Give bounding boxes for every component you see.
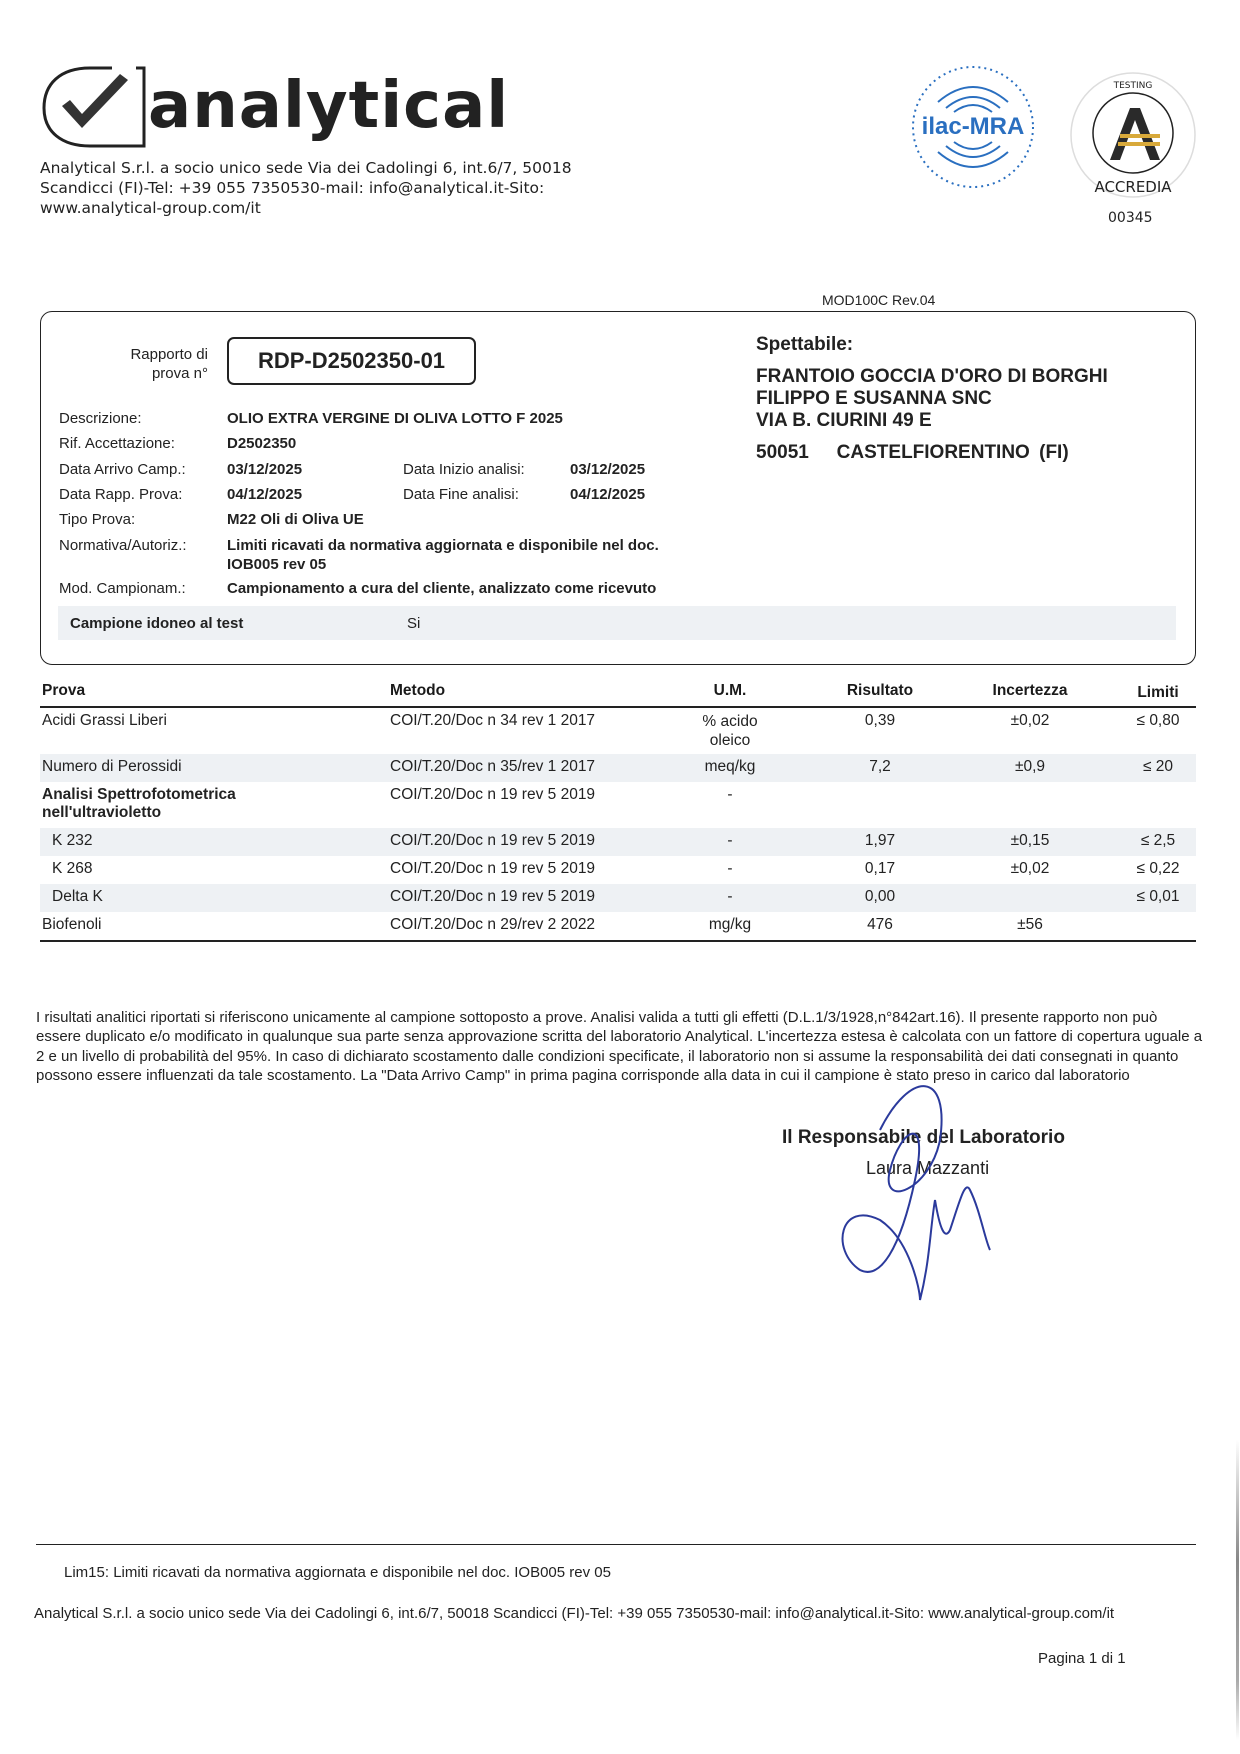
signatory-title: Il Responsabile del Laboratorio [782,1127,1065,1148]
cell-prova: Numero di Perossidi [42,758,182,775]
normativa-value-line2: IOB005 rev 05 [227,556,327,573]
cell-metodo: COI/T.20/Doc n 19 rev 5 2019 [390,860,596,877]
header-um: U.M. [713,682,747,699]
cell-prova [42,786,372,822]
data-fine-value: 04/12/2025 [570,486,646,503]
normativa-value-line1: Limiti ricavati da normativa aggiornata e disponibile nel doc. [227,537,659,554]
ilac-mra-logo-icon [908,62,1038,192]
descrizione-value: OLIO EXTRA VERGINE DI OLIVA LOTTO F 2025 [227,410,563,427]
header-metodo: Metodo [390,682,446,699]
tipo-prova-value: M22 Oli di Oliva UE [227,511,364,528]
campione-idoneo-value: Si [407,615,421,632]
data-inizio-label: Data Inizio analisi: [403,461,525,478]
data-rapp-label: Data Rapp. Prova: [59,486,183,503]
limits-note: Lim15: Limiti ricavati da normativa aggiornata e disponibile nel doc. IOB005 rev 05 [64,1564,611,1581]
cell-limiti: ≤ 0,22 [1136,860,1180,877]
cell-incertezza: ±0,02 [1010,860,1050,877]
accreditation-number: 00345 [1108,210,1153,226]
footer-divider [36,1544,1196,1545]
cell-um: - [727,832,733,849]
rif-accettazione-label: Rif. Accettazione: [59,435,175,452]
normativa-label: Normativa/Autoriz.: [59,537,187,554]
header-risultato: Risultato [846,682,914,699]
recipient-name-line1: FRANTOIO GOCCIA D'ORO DI BORGHI [756,366,1108,387]
cell-metodo: COI/T.20/Doc n 35/rev 1 2017 [390,758,596,775]
cell-metodo: COI/T.20/Doc n 29/rev 2 2022 [390,916,596,933]
cell-metodo: COI/T.20/Doc n 19 rev 5 2019 [390,888,596,905]
footer-company-address: Analytical S.r.l. a socio unico sede Via dei Cadolingi 6, int.6/7, 50018 Scandicci (FI)-Tel: +39 055 7350530-mail: info@analytical.it-Sito: www.analytical-group.com/it [34,1605,1115,1622]
analytical-logo [40,62,510,152]
header-prova: Prova [42,682,86,699]
accredia-testing-text: TESTING [1113,81,1153,91]
descrizione-label: Descrizione: [59,410,142,427]
cell-limiti: ≤ 20 [1142,758,1174,775]
cell-incertezza: ±56 [1017,916,1043,933]
cell-prova: K 268 [52,860,93,877]
table-row [40,754,1196,782]
recipient-street: VIA B. CIURINI 49 E [756,410,932,431]
campionamento-label: Mod. Campionam.: [59,580,186,597]
accredia-name-text: ACCREDIA [1094,178,1172,196]
recipient-title: Spettabile: [756,334,854,355]
cell-um: meq/kg [704,758,756,775]
table-header [40,680,1196,708]
data-inizio-value: 03/12/2025 [570,461,646,478]
cell-limiti: ≤ 0,80 [1136,712,1180,729]
cell-risultato: 1,97 [864,832,896,849]
cell-um: - [727,860,733,877]
header-limiti: Limiti [1137,684,1179,701]
handwritten-signature-icon [820,1080,1040,1310]
table-row [40,708,1196,754]
checkmark-logo-icon [40,62,150,150]
cell-um: mg/kg [708,916,752,933]
cell-um: - [727,888,733,905]
cell-um-line2: oleico [709,732,751,749]
campione-idoneo-label: Campione idoneo al test [70,615,244,632]
data-arrivo-label: Data Arrivo Camp.: [59,461,186,478]
cell-prova-line1: Analisi Spettrofotometrica [42,786,236,803]
cell-risultato: 476 [867,916,893,933]
recipient-city: 50051 CASTELFIORENTINO (FI) [756,442,1069,463]
cell-metodo: COI/T.20/Doc n 19 rev 5 2019 [390,786,596,803]
cell-limiti: ≤ 2,5 [1140,832,1176,849]
company-address: Analytical S.r.l. a socio unico sede Via dei Cadolingi 6, int.6/7, 50018 Scandicci (FI)-Tel: +39 055 7350530-mail: info@analytical.it-Sito: www.analytical-group.com/it [40,159,572,217]
table-row [40,828,1196,856]
data-rapp-value: 04/12/2025 [227,486,303,503]
accredia-logo-icon [1068,70,1198,200]
table-row [40,912,1196,942]
recipient-block [756,333,1186,464]
form-code: MOD100C Rev.04 [822,292,936,308]
cell-prova: Acidi Grassi Liberi [42,712,167,729]
cell-prova-line2: nell'ultravioletto [42,804,162,821]
cell-um [680,712,780,750]
report-number-label: Rapporto di prova n° [130,346,208,382]
brand-name: analytical [148,69,510,143]
cell-metodo: COI/T.20/Doc n 19 rev 5 2019 [390,832,596,849]
tipo-prova-label: Tipo Prova: [59,511,136,528]
data-arrivo-value: 03/12/2025 [227,461,303,478]
table-row [40,856,1196,884]
campionamento-value: Campionamento a cura del cliente, analizzato come ricevuto [227,580,657,597]
cell-risultato: 0,00 [864,888,896,905]
cell-um-line1: % acido [702,713,758,730]
scan-edge-shadow [1236,1440,1239,1740]
cell-risultato: 0,17 [864,860,896,877]
rif-accettazione-value: D2502350 [227,435,297,452]
table-row [40,782,1196,828]
header-incertezza: Incertezza [992,682,1068,699]
cell-incertezza: ±0,9 [1014,758,1046,775]
ilac-text: ilac-MRA [921,113,1025,140]
cell-risultato: 7,2 [869,758,891,775]
cell-prova: Biofenoli [42,916,102,933]
cell-prova: Delta K [52,888,103,905]
cell-metodo: COI/T.20/Doc n 34 rev 1 2017 [390,712,596,729]
results-table [40,680,1196,942]
data-fine-label: Data Fine analisi: [403,486,519,503]
page-number: Pagina 1 di 1 [1038,1650,1126,1667]
cell-incertezza: ±0,02 [1010,712,1050,729]
signatory-name: Laura Mazzanti [866,1158,990,1178]
cell-um: - [727,786,733,803]
recipient-name-line2: FILIPPO E SUSANNA SNC [756,388,992,409]
cell-incertezza: ±0,15 [1010,832,1050,849]
report-number: RDP-D2502350-01 [227,337,476,385]
cell-risultato: 0,39 [864,712,896,729]
disclaimer-text: I risultati analitici riportati si riferiscono unicamente al campione sottoposto a prove. Analisi valida a tutti gli effetti (D.L.1/3/1928,n°842art.16). Il presente rapporto non può essere duplicato e/o modificato in qualunque sua parte senza approvazione scritta del laboratorio Analytical. L'incertezza estesa è calcolata con un fattore di copertura uguale a 2 e un livello di probabilità del 95%. In caso di dichiarato scostamento dalle condizioni specificate, il laboratorio non si assume la responsabilità dei dati consegnati in quanto possono essere influenzati da tale scostamento. La "Data Arrivo Camp" in prima pagina corrisponde alla data in cui il campione è stato preso in carico dal laboratorio [36,1009,1203,1085]
cell-prova: K 232 [52,832,93,849]
cell-limiti: ≤ 0,01 [1136,888,1180,905]
table-row [40,884,1196,912]
